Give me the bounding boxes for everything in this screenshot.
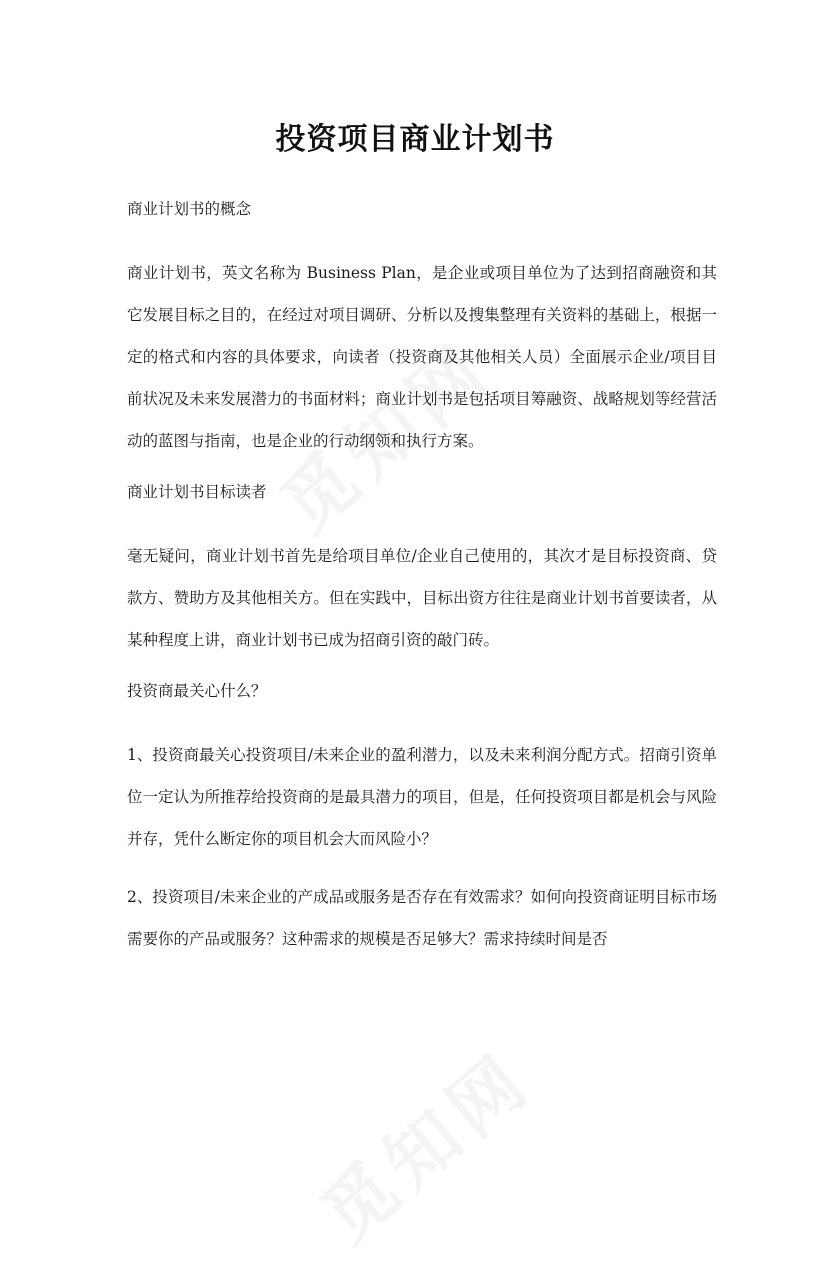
document-title: 投资项目商业计划书 xyxy=(275,122,555,157)
section-paragraph: 毫无疑问，商业计划书首先是给项目单位/企业自己使用的，其次才是目标投资商、贷款方、赞助方及其他相关方。但在实践中，目标出资方往往是商业计划书首要读者，从某种程度上讲，商业计划书已成为招商引资的敲门砖。 xyxy=(127,547,717,649)
section-paragraph: 1、投资商最关心投资项目/未来企业的盈利潜力，以及未来利润分配方式。招商引资单位一定认为所推荐给投资商的是最具潜力的项目，但是，任何投资项目都是机会与风险并存，凭什么断定你的项目机会大而风险小？ xyxy=(127,746,717,848)
document-body xyxy=(127,195,717,976)
section-heading: 商业计划书的概念 xyxy=(127,200,252,218)
section-heading: 投资商最关心什么？ xyxy=(127,682,267,700)
section-heading: 商业计划书目标读者 xyxy=(127,483,267,501)
watermark-text xyxy=(295,1023,550,1261)
section-paragraph: 2、投资项目/未来企业的产成品或服务是否存在有效需求？如何向投资商证明目标市场需要你的产品或服务？这种需求的规模是否足够大？需求持续时间是否 xyxy=(127,888,717,948)
section-paragraph: 商业计划书，英文名称为 Business Plan，是企业或项目单位为了达到招商融资和其它发展目标之目的，在经过对项目调研、分析以及搜集整理有关资料的基础上，根据一定的格式和内容的具体要求，向读者（投资商及其他相关人员）全面展示企业/项目目前状况及未来发展潜力的书面材料；商业计划书是包括项目筹融资、战略规划等经营活动的蓝图与指南，也是企业的行动纲领和执行方案。 xyxy=(127,264,717,450)
